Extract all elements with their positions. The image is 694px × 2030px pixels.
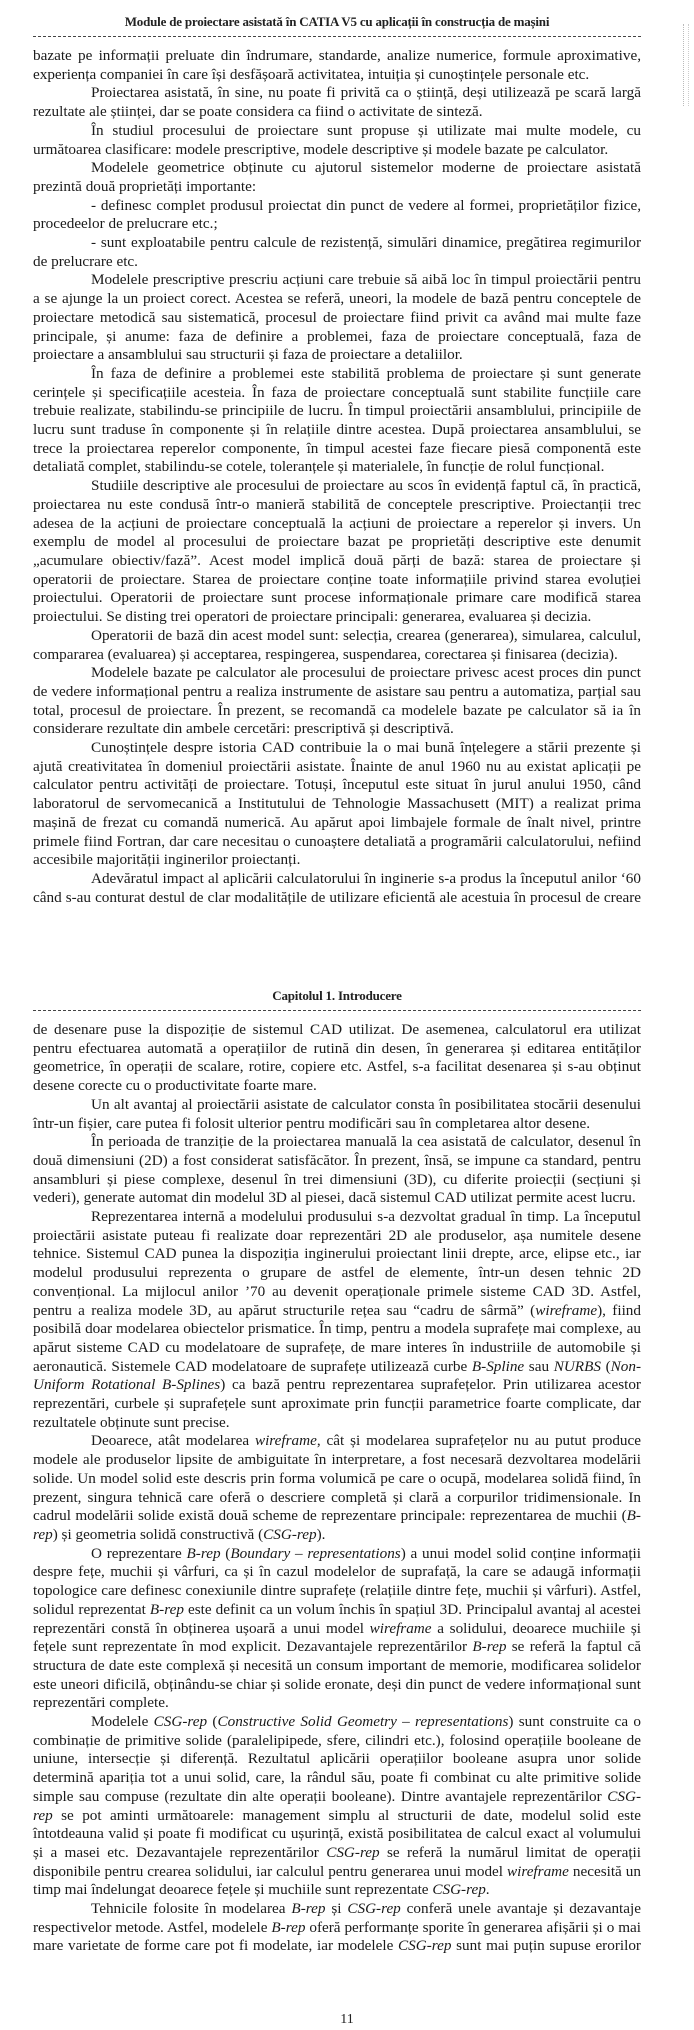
paragraph: Un alt avantaj al proiectării asistate de calculator consta în posibilitatea stocării desenului într-un fișier, care putea fi folosit ulterior pentru modificări sau în completarea altor desene. [33, 1095, 641, 1132]
paragraph: Cunoștințele despre istoria CAD contribuie la o mai bună înțelegere a stării prezente și ajută creativitatea în domeniul proiectării asistate. Înainte de anul 1960 nu au existat aplicații pe calculator pentru activități de proiectare. Totuși, începutul este situat în jurul anului 1950, când laboratorul de servomecanică a Institutului de Tehnologie Massachusett (MIT) a realizat prima mașină de frezat cu comandă numerică. Au apărut apoi limbajele formale de înalt nivel, printre primele fiind Fortran, dar care necesitau o cunoaștere detaliată a programării calculatorului, nefiind accesibile majorității inginerilor proiectanți. [33, 739, 641, 869]
paragraph: Modelele geometrice obținute cu ajutorul sistemelor moderne de proiectare asistată prezintă două proprietăți importante: [33, 159, 641, 195]
paragraph: Tehnicile folosite în modelarea B-rep și CSG-rep conferă unele avantaje și dezavantaje respectivelor metode. Astfel, modelele B-rep oferă performanțe sporite în generarea afișării și o mai mare varietate de forme care pot fi modelate, iar modelele CSG-rep sunt mai puțin supuse erorilor [33, 1900, 641, 1955]
body-text-page1 [33, 47, 641, 907]
paragraph: de desenare puse la dispoziție de sistemul CAD utilizat. De asemenea, calculatorul era utilizat pentru efectuarea automată a operațiilor de rutină din desen, în generarea și editarea entităților geometrice, în operații de scalare, rotire, copiere etc. Astfel, s-a facilitat desenarea și s-au obținut desene corecte cu o productivitate foarte mare. [33, 1021, 641, 1095]
page-number: 11 [340, 2012, 354, 2027]
paragraph: Operatorii de bază din acest model sunt: selecția, crearea (generarea), simularea, calculul, compararea (evaluarea) și acceptarea, respingerea, suspendarea, corectarea și finisarea (decizia). [33, 626, 641, 663]
page-section-bottom [33, 988, 641, 1956]
paragraph: Modelele CSG-rep (Constructive Solid Geometry – representations) sunt construite ca o combinație de primitive solide (paralelipipede, sfere, cilindri etc.), folosind operațiile booleane de uniune, intersecție și diferență. Rezultatul aplicării operațiilor booleane asupra unor solide determină apariția tot a unui solid, care, la rândul său, poate fi combinat cu alte primitive solide simple sau compuse (rezultate din alte operații booleane). Dintre avantajele reprezentărilor CSG-rep se pot aminti următoarele: management simplu al structurii de date, modelul solid este întotdeauna valid și poate fi modificat cu ușurință, există posibilitatea de calcul exact al volumului și a masei etc. Dezavantajele reprezentărilor CSG-rep se referă la numărul limitat de operații disponibile pentru crearea solidului, iar calculul pentru generarea unui model wireframe necesită un timp mai îndelungat deoarece fețele și muchiile sunt reprezentate CSG-rep. [33, 1713, 641, 1899]
header-divider [33, 1010, 641, 1011]
running-header-chapter: Capitolul 1. Introducere [272, 988, 402, 1003]
page-section-top [33, 14, 641, 907]
paragraph: - sunt exploatabile pentru calcule de rezistență, simulări dinamice, pregătirea regimurilor de prelucrare etc. [33, 234, 641, 270]
paragraph: Deoarece, atât modelarea wireframe, cât și modelarea suprafețelor nu au putut produce modele ale produselor lipsite de ambiguitate în interpretare, a fost necesară dezvoltarea modelării solide. Un model solid este descris prin forma volumică pe care o ocupă, modelarea solidă fiind, în prezent, singura tehnică care oferă o descriere completă și clară a corpurilor tridimensionale. In cadrul modelării solide există două scheme de reprezentare principale: reprezentarea de muchii (B-rep) și geometria solidă constructivă (CSG-rep). [33, 1432, 641, 1543]
paragraph: Modelele prescriptive prescriu acțiuni care trebuie să aibă loc în timpul proiectării pentru a se ajunge la un proiect corect. Acestea se referă, uneori, la modele de bază pentru conceptele de proiectare metodică sau sistematică, procesul de proiectare fiind privit ca având mai multe faze principale, și anume: faza de definire a problemei, faza de proiectare conceptuală, faza de proiectare a ansamblului sau structurii și faza de proiectare a detaliilor. [33, 271, 641, 364]
paragraph: Reprezentarea internă a modelului produsului s-a dezvoltat gradual în timp. La începutul proiectării asistate puteau fi realizate doar reprezentări 2D ale produselor, așa numitele desene tehnice. Sistemul CAD punea la dispoziția inginerului proiectant linii drepte, arce, elipse etc., iar modelul produsului reprezenta o grupare de astfel de elemente, într-un desen tehnic 2D convențional. La mijlocul anilor ’70 au devenit operaționale primele sisteme CAD 3D. Astfel, pentru a realiza modele 3D, au apărut structurile rețea sau “cadru de sârmă” (wireframe), fiind posibilă doar modelarea obiectelor prismatice. În timp, pentru a modela suprafețe mai complexe, au apărut sisteme CAD cu modelatoare de suprafețe, de mare interes în industriile de automobile și aeronautică. Sistemele CAD modelatoare de suprafețe utilizează curbe B-Spline sau NURBS (Non-Uniform Rotational B-Splines) ca bază pentru reprezentarea suprafețelor. Prin utilizarea acestor reprezentări, curbele și suprafețele sunt aproximate prin funcții parametrice foarte complicate, dar rezultatele obținute sunt precise. [33, 1208, 641, 1431]
paragraph: În studiul procesului de proiectare sunt propuse și utilizate mai multe modele, cu următoarea clasificare: modele prescriptive, modele descriptive și modele bazate pe calculator. [33, 121, 641, 158]
paragraph: bazate pe informații preluate din îndrumare, standarde, analize numerice, formule aproximative, experiența companiei în care își desfășoară activitatea, intuiția și cunoștințele personale etc. [33, 47, 641, 83]
header-divider [33, 36, 641, 37]
scan-edge-artifact [683, 24, 689, 106]
paragraph: Adevăratul impact al aplicării calculatorului în inginerie s-a produs la începutul anilor ‘60 când s-au conturat destul de clar modalitățile de utilizare eficientă ale acestuia în procesul de creare [33, 869, 641, 906]
paragraph: Modelele bazate pe calculator ale procesului de proiectare privesc acest proces din punct de vedere informațional pentru a realiza instrumente de asistare sau pentru a automatiza, parțial sau total, procesul de proiectare. În prezent, se recomandă ca modelele bazate pe calculator să ia în considerare rezultate din ambele cercetări: prescriptivă și descriptivă. [33, 664, 641, 738]
paragraph: O reprezentare B-rep (Boundary – representations) a unui model solid conține informații despre fețe, muchii și vârfuri, ca și în cazul modelelor de suprafață, la care se adaugă informații topologice care definesc conexiunile dintre suprafețe (relațiile dintre fețe, muchii și vârfuri). Astfel, solidul reprezentat B-rep este definit ca un volum închis în spațiul 3D. Principalul avantaj al acestei reprezentări constă în obținerea ușoară a unui model wireframe a solidului, deoarece muchiile și fețele sunt reprezentate în mod explicit. Dezavantajele reprezentărilor B-rep se referă la faptul că structura de date este complexă și necesită un consum important de memorie, modificarea solidelor este uneori dificilă, obținându-se chiar și solide eronate, deși din punct de vedere informațional sunt reprezentări complete. [33, 1544, 641, 1712]
paragraph: În faza de definire a problemei este stabilită problema de proiectare și sunt generate cerințele și specificațiile acesteia. În faza de proiectare conceptuală sunt stabilite funcțiile care trebuie realizate, stabilindu-se principiile de lucru. În timpul proiectării ansamblului, principiile de lucru sunt traduse în componente și în relațiile dintre acestea. După proiectarea ansamblului, se trece la proiectarea reperelor componente, în timpul acestei faze fiecare piesă componentă este detaliată complet, stabilindu-se cotele, toleranțele și materialele, în funcție de rolul funcțional. [33, 364, 641, 476]
paragraph: În perioada de tranziție de la proiectarea manuală la cea asistată de calculator, desenul în două dimensiuni (2D) a fost considerat satisfăcător. În prezent, însă, se impune ca standard, pentru ansambluri și piese complexe, desenul în trei dimensiuni (3D), cu diferite proiecții (secțiuni și vederi), generate automat din modelul 3D al piesei, dacă sistemul CAD utilizat permite acest lucru. [33, 1133, 641, 1207]
paragraph: - definesc complet produsul proiectat din punct de vedere al formei, proprietăților fizice, procedeelor de prelucrare etc.; [33, 196, 641, 233]
running-header-book-title: Module de proiectare asistată în CATIA V5 cu aplicații în construcția de mașini [124, 14, 550, 29]
body-text-page2 [33, 1021, 641, 1956]
paragraph: Studiile descriptive ale procesului de proiectare au scos în evidență faptul că, în practică, proiectarea nu este condusă într-o manieră stabilită de conceptele prescriptive. Proiectanții trec adesea de la acțiuni de proiectare conceptuală la acțiuni de proiectare a reperelor și invers. Un exemplu de model al procesului de proiectare bazat pe proprietăți descriptive este denumit „acumulare obiectiv/fază”. Acest model implică două părți de bază: starea de proiectare și operatorii de proiectare. Starea de proiectare conține toate informațiile privind starea evoluției proiectului. Operatorii de proiectare sunt procese informaționale primare care modifică starea proiectului. Se disting trei operatori de proiectare principali: generarea, evaluarea și decizia. [33, 477, 641, 626]
paragraph: Proiectarea asistată, în sine, nu poate fi privită ca o știință, deși utilizează pe scară largă rezultate ale științei, dar se poate considera ca fiind o activitate de sinteză. [33, 84, 641, 121]
